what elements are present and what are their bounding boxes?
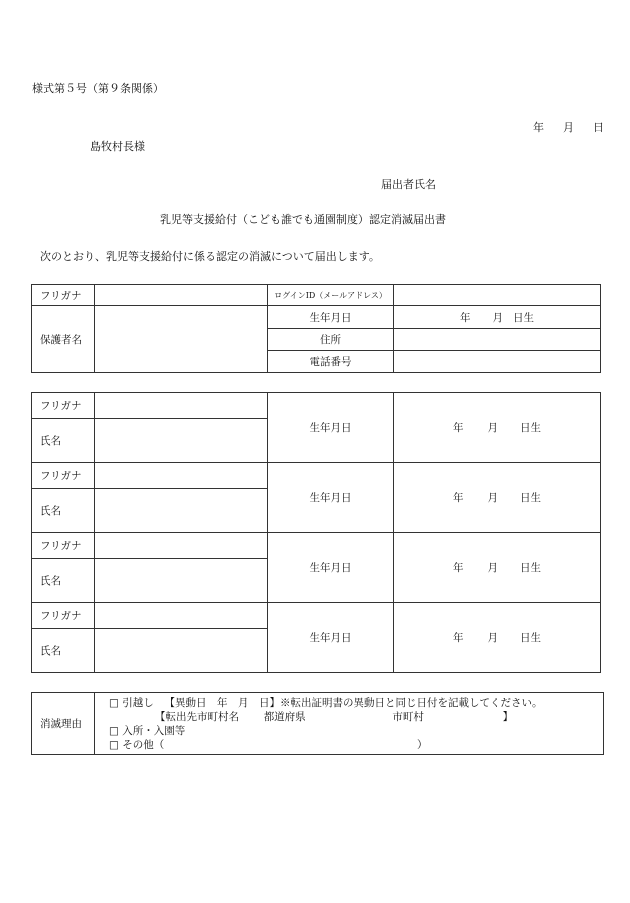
child-birth-label: 生年月日 — [268, 463, 394, 533]
child-birth-field[interactable] — [394, 603, 601, 673]
child-name-field[interactable] — [95, 419, 268, 463]
child-birth-field[interactable] — [394, 393, 601, 463]
child-birth-label: 生年月日 — [268, 533, 394, 603]
guardian-birth-month: 月 — [492, 311, 503, 324]
child-birth-label: 生年月日 — [268, 393, 394, 463]
admission-label: 入所・入園等 — [122, 724, 186, 737]
child-furigana-field[interactable] — [95, 393, 268, 419]
child-furigana-label: フリガナ — [32, 603, 95, 629]
child-name-field[interactable] — [95, 559, 268, 603]
form-number: 様式第５号（第９条関係） — [32, 82, 164, 95]
child-birth-field[interactable] — [394, 463, 601, 533]
child-furigana-field[interactable] — [95, 533, 268, 559]
child-birth-field[interactable] — [394, 533, 601, 603]
date-month-label: 月 — [563, 121, 574, 134]
guardian-birth-label: 生年月日 — [268, 306, 394, 329]
child-furigana-field[interactable] — [95, 463, 268, 489]
other-label: その他（ — [122, 738, 165, 751]
login-id-field[interactable] — [394, 285, 601, 306]
guardian-birth-year: 年 — [460, 311, 471, 324]
guardian-address-label: 住所 — [268, 329, 394, 351]
guardian-furigana-label: フリガナ — [32, 285, 95, 306]
reason-label: 消滅理由 — [32, 693, 95, 755]
prefecture-label: 都道府県 — [263, 710, 306, 723]
change-date-label: 【異動日 年 月 日】 — [164, 696, 280, 709]
destination-close: 】 — [502, 710, 514, 723]
child-furigana-label: フリガナ — [32, 393, 95, 419]
guardian-name-label: 保護者名 — [32, 306, 95, 373]
children-table — [31, 392, 601, 673]
guardian-phone-label: 電話番号 — [268, 351, 394, 373]
login-id-label: ログインID（メールアドレス） — [268, 285, 394, 306]
intro-text: 次のとおり、乳児等支援給付に係る認定の消滅について届出します。 — [40, 250, 380, 263]
reason-other-row[interactable] — [109, 738, 603, 752]
child-birth-month: 月 — [487, 492, 498, 504]
child-birth-day: 日生 — [520, 632, 541, 644]
destination-label: 【転出先市町村名 — [155, 710, 239, 723]
guardian-furigana-field[interactable] — [95, 285, 268, 306]
child-name-label: 氏名 — [32, 489, 95, 533]
child-furigana-label: フリガナ — [32, 533, 95, 559]
child-birth-day: 日生 — [520, 492, 541, 504]
guardian-phone-field[interactable] — [394, 351, 601, 373]
other-checkbox[interactable]: □ — [109, 738, 119, 751]
child-birth-year: 年 — [453, 422, 464, 434]
applicant-name-label: 届出者氏名 — [381, 178, 436, 191]
move-label: 引越し — [122, 696, 154, 709]
child-birth-year: 年 — [453, 492, 464, 504]
destination-row — [109, 710, 603, 724]
guardian-name-field[interactable] — [95, 306, 268, 373]
guardian-birth-field[interactable] — [394, 306, 601, 329]
child-name-label: 氏名 — [32, 419, 95, 463]
child-name-field[interactable] — [95, 629, 268, 673]
child-birth-year: 年 — [453, 562, 464, 574]
child-birth-month: 月 — [487, 632, 498, 644]
child-birth-month: 月 — [487, 562, 498, 574]
document-title: 乳児等支援給付（こども誰でも通園制度）認定消滅届出書 — [160, 213, 446, 226]
guardian-address-field[interactable] — [394, 329, 601, 351]
child-birth-year: 年 — [453, 632, 464, 644]
guardian-table — [31, 284, 601, 373]
date-year-label: 年 — [533, 121, 544, 134]
child-birth-day: 日生 — [520, 422, 541, 434]
child-birth-day: 日生 — [520, 562, 541, 574]
other-close: ） — [416, 738, 428, 751]
addressee: 島牧村長様 — [90, 140, 145, 153]
child-furigana-label: フリガナ — [32, 463, 95, 489]
move-note: ※転出証明書の異動日と同じ日付を記載してください。 — [279, 696, 543, 709]
child-name-field[interactable] — [95, 489, 268, 533]
child-name-label: 氏名 — [32, 559, 95, 603]
reason-options — [95, 693, 604, 755]
reason-admission-row[interactable] — [109, 724, 603, 738]
date-day-label: 日 — [593, 121, 604, 134]
reason-table — [31, 692, 604, 755]
admission-checkbox[interactable]: □ — [109, 724, 119, 737]
child-name-label: 氏名 — [32, 629, 95, 673]
child-birth-label: 生年月日 — [268, 603, 394, 673]
reason-move-row[interactable] — [109, 696, 603, 710]
move-checkbox[interactable]: □ — [109, 696, 119, 709]
city-label: 市町村 — [392, 710, 424, 723]
child-birth-month: 月 — [487, 422, 498, 434]
guardian-birth-day: 日生 — [513, 311, 534, 324]
submission-date — [533, 119, 604, 135]
child-furigana-field[interactable] — [95, 603, 268, 629]
